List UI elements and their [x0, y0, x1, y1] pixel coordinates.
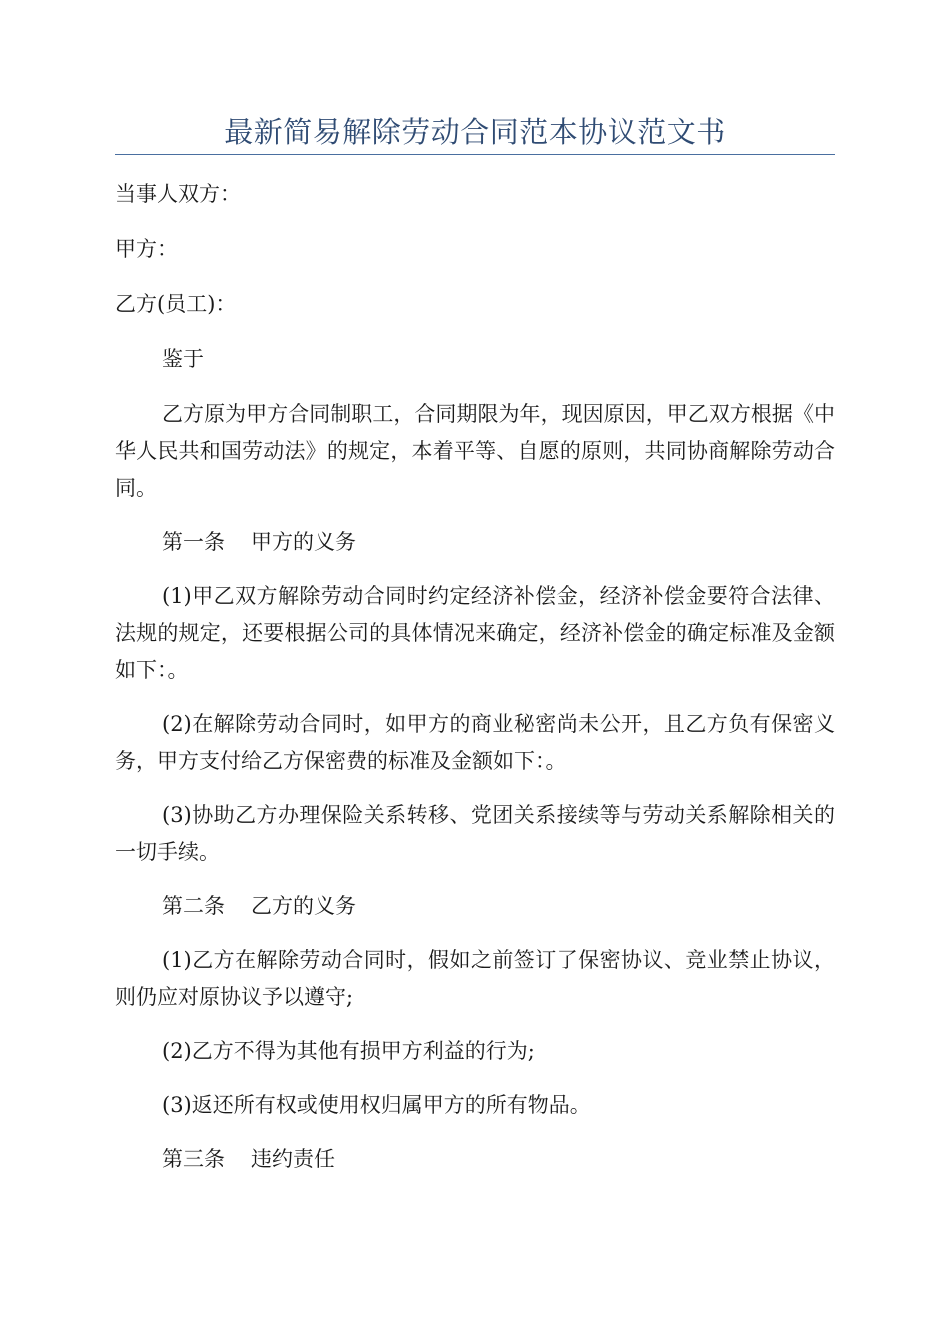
article-1-item-3: (3)协助乙方办理保险关系转移、党团关系接续等与劳动关系解除相关的一切手续。 — [115, 803, 835, 864]
party-a-line: 甲方： — [115, 237, 178, 261]
article-1-heading — [115, 524, 835, 561]
article-1-number: 第一条 — [162, 530, 225, 554]
article-3-heading — [115, 1141, 835, 1178]
parties-line: 当事人双方： — [115, 182, 241, 206]
article-2-title: 乙方的义务 — [251, 894, 356, 918]
article-3-number: 第三条 — [162, 1147, 225, 1171]
document-title: 最新简易解除劳动合同范本协议范文书 — [224, 115, 726, 149]
article-2-item-2: (2)乙方不得为其他有损甲方利益的行为; — [162, 1039, 535, 1063]
party-b-line: 乙方(员工)： — [115, 292, 237, 316]
article-1-title: 甲方的义务 — [251, 530, 356, 554]
title-underline — [115, 154, 835, 155]
article-2-heading — [115, 888, 835, 925]
whereas-line: 鉴于 — [162, 347, 204, 371]
article-3-title: 违约责任 — [251, 1147, 335, 1171]
document-body — [115, 176, 835, 1178]
article-2-item-1: (1)乙方在解除劳动合同时，假如之前签订了保密协议、竞业禁止协议，则仍应对原协议予以遵守; — [115, 948, 835, 1009]
article-2-number: 第二条 — [162, 894, 225, 918]
preamble-paragraph: 乙方原为甲方合同制职工，合同期限为年，现因原因，甲乙双方根据《中华人民共和国劳动法》的规定，本着平等、自愿的原则，共同协商解除劳动合同。 — [115, 402, 835, 500]
article-1-item-2: (2)在解除劳动合同时，如甲方的商业秘密尚未公开，且乙方负有保密义务，甲方支付给乙方保密费的标准及金额如下：。 — [115, 712, 835, 773]
article-2-item-3: (3)返还所有权或使用权归属甲方的所有物品。 — [162, 1093, 591, 1117]
article-1-item-1: (1)甲乙双方解除劳动合同时约定经济补偿金，经济补偿金要符合法律、法规的规定，还要根据公司的具体情况来确定，经济补偿金的确定标准及金额如下：。 — [115, 584, 835, 682]
